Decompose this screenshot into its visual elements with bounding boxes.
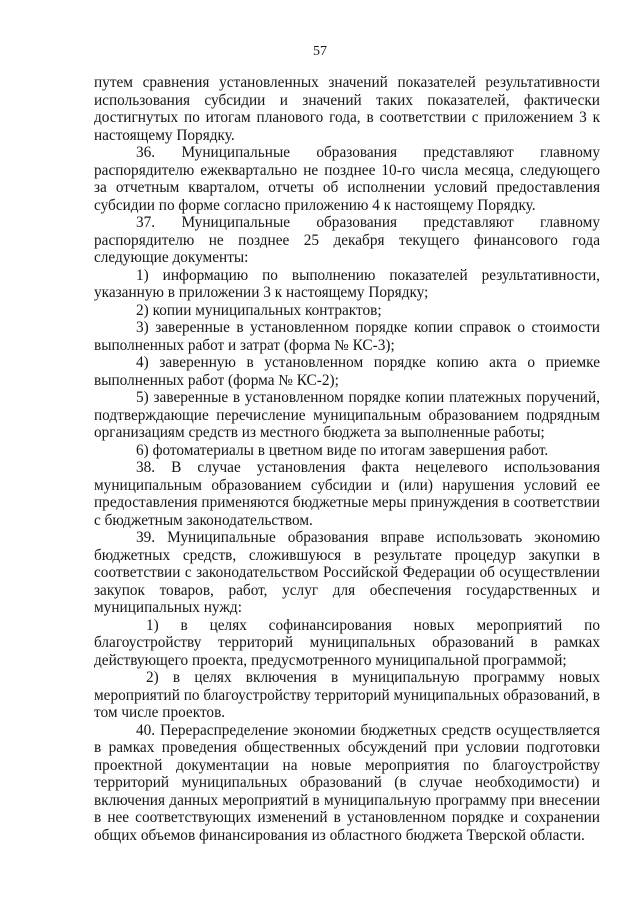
- list-item-37-6: 6) фотоматериалы в цветном виде по итогам завершения работ.: [136, 441, 549, 459]
- list-item-39-1: 1) в целях софинансирования новых мероприятий по благоустройству территорий муниципальных образований в рамках действующего проекта, предусмотренного муниципальной программой;: [94, 616, 600, 669]
- paragraph-37: 37. Муниципальные образования представляют главному распорядителю не позднее 25 декабря текущего финансового года следующие документы:: [94, 214, 600, 266]
- list-item-37-3: 3) заверенные в установленном порядке копии справок о стоимости выполненных работ и затрат (форма № КС-3);: [94, 319, 600, 354]
- list-item-37-5: 5) заверенные в установленном порядке копии платежных поручений, подтверждающие перечисление муниципальным образованием подрядным организациям средств из местного бюджета за выполненные работы;: [94, 389, 600, 441]
- page-number: 57: [313, 44, 327, 59]
- document-body: [94, 74, 600, 844]
- paragraph-40: 40. Перераспределение экономии бюджетных средств осуществляется в рамках проведения общественных обсуждений при условии подготовки проектной документации на новые мероприятия по благоустройству территорий муниципальных образований (в случае необходимости) и включения данных мероприятий в муниципальную программу при внесении в нее соответствующих изменений в установленном порядке и сохранении общих объемов финансирования из областного бюджета Тверской области.: [94, 721, 600, 844]
- list-item-37-1: 1) информацию по выполнению показателей результативности, указанную в приложении 3 к настоящему Порядку;: [94, 266, 600, 301]
- list-item-37-4: 4) заверенную в установленном порядке копию акта о приемке выполненных работ (форма № КС-2);: [94, 354, 600, 389]
- paragraph-39: 39. Муниципальные образования вправе использовать экономию бюджетных средств, сложившуюся в результате процедур закупки в соответствии с законодательством Российской Федерации об осуществлении закупок товаров, работ, услуг для обеспечения государственных и муниципальных нужд:: [94, 529, 600, 616]
- paragraph-continuation: путем сравнения установленных значений показателей результативности использования субсидии и значений таких показателей, фактически достигнутых по итогам планового года, в соответствии с приложением 3 к настоящему Порядку.: [94, 74, 600, 144]
- list-item-37-2: 2) копии муниципальных контрактов;: [136, 301, 382, 319]
- paragraph-36: 36. Муниципальные образования представляют главному распорядителю ежеквартально не позднее 10-го числа месяца, следующего за отчетным кварталом, отчеты об исполнении условий предоставления субсидии по форме согласно приложению 4 к настоящему Порядку.: [94, 144, 600, 214]
- list-item-39-2: 2) в целях включения в муниципальную программу новых мероприятий по благоустройству территорий муниципальных образований, в том числе проектов.: [94, 669, 600, 721]
- paragraph-38: 38. В случае установления факта нецелевого использования муниципальным образованием субсидии и (или) нарушения условий ее предоставления применяются бюджетные меры принуждения в соответствии с бюджетным законодательством.: [94, 459, 600, 529]
